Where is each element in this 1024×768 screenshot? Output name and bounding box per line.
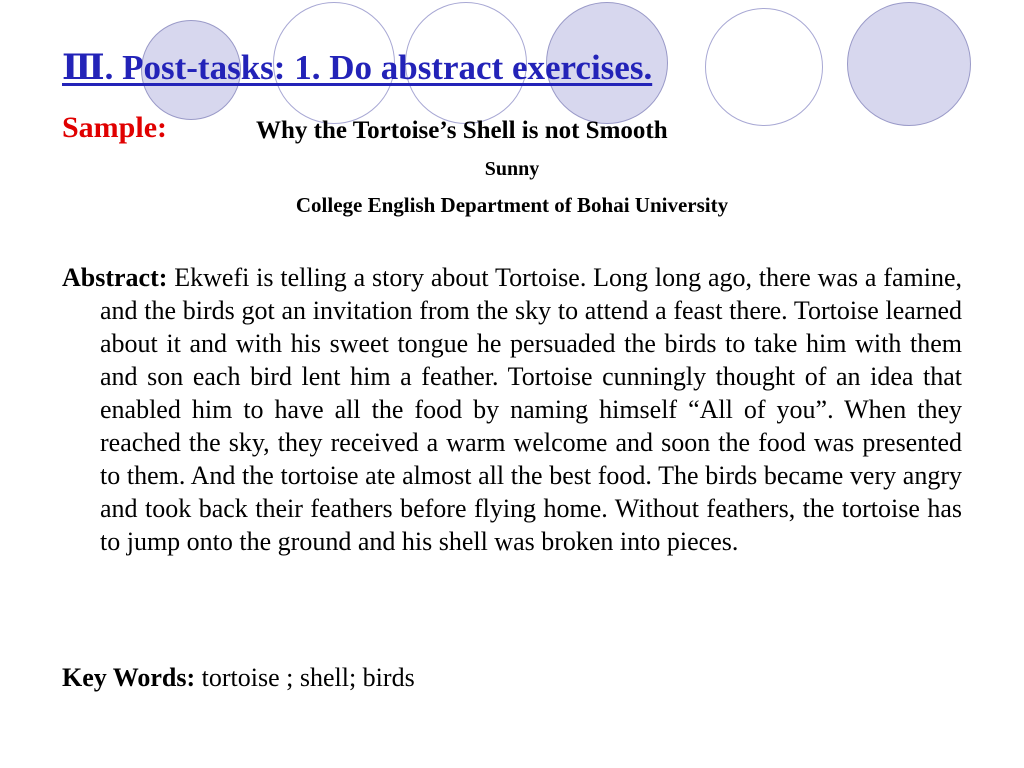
sample-label: Sample: [62,111,167,144]
author-name: Sunny [484,158,540,180]
essay-title: Why the Tortoise’s Shell is not Smooth [256,117,668,144]
abstract-paragraph [62,261,962,558]
decorative-circle [705,8,823,126]
decorative-circle [847,2,971,126]
keywords-text: tortoise ; shell; birds [201,663,415,692]
abstract-label: Abstract: [62,263,168,292]
slide-title: Ⅲ. Post-tasks: 1. Do abstract exercises. [62,48,653,87]
sample-row [62,111,167,145]
keywords-label: Key Words: [62,663,196,692]
department-name: College English Department of Bohai University [295,193,729,217]
keywords-line [62,661,415,694]
abstract-text: Ekwefi is telling a story about Tortoise. Long long ago, there was a famine, and the birds got an invitation from the sky to attend a feast there. Tortoise learned about it and with his sweet tongue he persuaded the birds to take him with them and son each bird lent him a feather. Tortoise cunningly thought of an idea that enabled him to have all the food by naming himself “All of you”. When they reached the sky, they received a warm welcome and soon the food was presented to them. And the tortoise ate almost all the best food. The birds became very angry and took back their feathers before flying home. Without feathers, the tortoise has to jump onto the ground and his shell was broken into pieces. [100,263,962,556]
